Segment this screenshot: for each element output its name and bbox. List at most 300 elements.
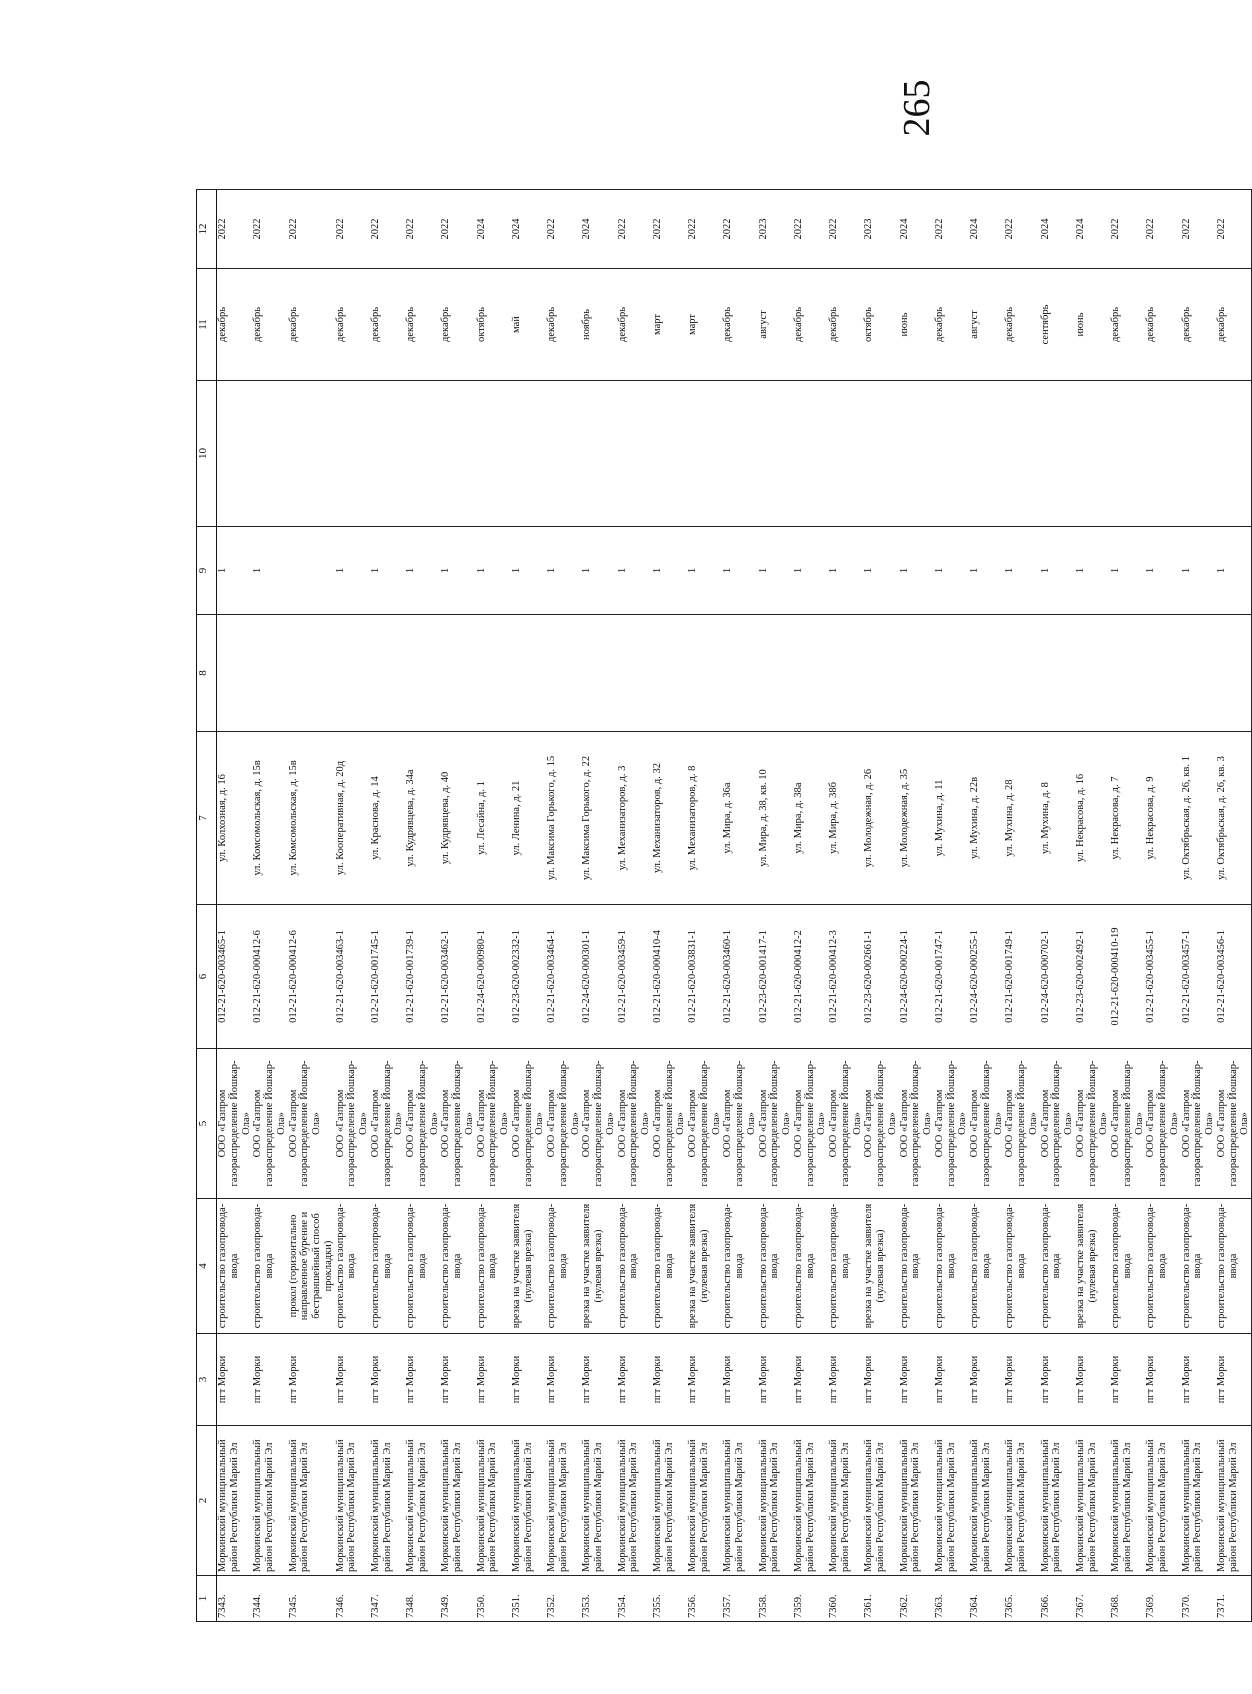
organization-cell: ООО «Газпром газораспределение Йошкар-Ола»: [1145, 1049, 1180, 1199]
col10-cell: [370, 381, 405, 527]
col10-cell: [1040, 381, 1075, 527]
settlement-cell: пгт Морки: [934, 1334, 969, 1426]
row-number: 7356.: [687, 1576, 722, 1622]
quantity-cell: 1: [828, 527, 863, 615]
address-cell: ул. Механизаторов, д. 3: [617, 732, 652, 905]
district-cell: Моркинский муниципальный район Республики Марий Эл: [617, 1426, 652, 1576]
address-cell: ул. Некрасова, д. 7: [1110, 732, 1145, 905]
column-header-7: 7: [197, 732, 217, 905]
table-row: [476, 190, 511, 1622]
application-code-cell: 012-24-620-000224-1: [899, 905, 934, 1049]
row-number: 7343.: [217, 1576, 253, 1622]
district-cell: Моркинский муниципальный район Республики Марий Эл: [1110, 1426, 1145, 1576]
year-cell: 2022: [934, 190, 969, 269]
year-cell: 2022: [440, 190, 475, 269]
col10-cell: [934, 381, 969, 527]
col10-cell: [1181, 381, 1216, 527]
row-number: 7360.: [828, 1576, 863, 1622]
organization-cell: ООО «Газпром газораспределение Йошкар-Ола»: [899, 1049, 934, 1199]
quantity-cell: 1: [863, 527, 898, 615]
organization-cell: ООО «Газпром газораспределение Йошкар-Ола»: [581, 1049, 616, 1199]
year-cell: 2022: [1110, 190, 1145, 269]
work-type-cell: строительство газопровода-ввода: [652, 1199, 687, 1334]
work-type-cell: строительство газопровода-ввода: [252, 1199, 287, 1334]
col8-cell: [1216, 615, 1252, 732]
district-cell: Моркинский муниципальный район Республики Марий Эл: [687, 1426, 722, 1576]
month-cell: декабрь: [1004, 269, 1039, 381]
settlement-cell: пгт Морки: [1040, 1334, 1075, 1426]
application-code-cell: 012-21-620-003456-1: [1216, 905, 1252, 1049]
year-cell: 2024: [581, 190, 616, 269]
col8-cell: [863, 615, 898, 732]
col8-cell: [1110, 615, 1145, 732]
organization-cell: ООО «Газпром газораспределение Йошкар-Ола»: [652, 1049, 687, 1199]
district-cell: Моркинский муниципальный район Республики Марий Эл: [335, 1426, 370, 1576]
settlement-cell: пгт Морки: [546, 1334, 581, 1426]
application-code-cell: 012-21-620-001739-1: [405, 905, 440, 1049]
organization-cell: ООО «Газпром газораспределение Йошкар-Ола»: [370, 1049, 405, 1199]
col10-cell: [405, 381, 440, 527]
quantity-cell: 1: [758, 527, 793, 615]
district-cell: Моркинский муниципальный район Республики Марий Эл: [405, 1426, 440, 1576]
table-row: [863, 190, 898, 1622]
application-code-cell: 012-23-620-001417-1: [758, 905, 793, 1049]
district-cell: Моркинский муниципальный район Республики Марий Эл: [758, 1426, 793, 1576]
col8-cell: [934, 615, 969, 732]
settlement-cell: пгт Морки: [687, 1334, 722, 1426]
address-cell: ул. Некрасова, д. 16: [1075, 732, 1110, 905]
settlement-cell: пгт Морки: [1216, 1334, 1252, 1426]
district-cell: Моркинский муниципальный район Республики Марий Эл: [546, 1426, 581, 1576]
table-row: [1216, 190, 1252, 1622]
month-cell: декабрь: [370, 269, 405, 381]
quantity-cell: 1: [687, 527, 722, 615]
quantity-cell: 1: [1181, 527, 1216, 615]
table-row: [440, 190, 475, 1622]
application-code-cell: 012-24-620-000980-1: [476, 905, 511, 1049]
organization-cell: ООО «Газпром газораспределение Йошкар-Ола»: [1040, 1049, 1075, 1199]
settlement-cell: пгт Морки: [1004, 1334, 1039, 1426]
work-type-cell: строительство газопровода-ввода: [1181, 1199, 1216, 1334]
application-code-cell: 012-21-620-003460-1: [722, 905, 757, 1049]
column-header-8: 8: [197, 615, 217, 732]
month-cell: декабрь: [793, 269, 828, 381]
col8-cell: [1004, 615, 1039, 732]
settlement-cell: пгт Морки: [581, 1334, 616, 1426]
col8-cell: [476, 615, 511, 732]
row-number: 7351.: [511, 1576, 546, 1622]
row-number: 7364.: [969, 1576, 1004, 1622]
work-type-cell: строительство газопровода-ввода: [370, 1199, 405, 1334]
col10-cell: [863, 381, 898, 527]
row-number: 7344.: [252, 1576, 287, 1622]
application-code-cell: 012-24-620-000301-1: [581, 905, 616, 1049]
settlement-cell: пгт Морки: [217, 1334, 253, 1426]
application-code-cell: 012-21-620-003465-1: [217, 905, 253, 1049]
column-header-3: 3: [197, 1334, 217, 1426]
quantity-cell: 1: [1075, 527, 1110, 615]
work-type-cell: строительство газопровода-ввода: [1040, 1199, 1075, 1334]
district-cell: Моркинский муниципальный район Республики Марий Эл: [1216, 1426, 1252, 1576]
quantity-cell: 1: [217, 527, 253, 615]
col10-cell: [687, 381, 722, 527]
district-cell: Моркинский муниципальный район Республики Марий Эл: [511, 1426, 546, 1576]
district-cell: Моркинский муниципальный район Республики Марий Эл: [476, 1426, 511, 1576]
col10-cell: [1216, 381, 1252, 527]
col10-cell: [722, 381, 757, 527]
month-cell: декабрь: [1216, 269, 1252, 381]
year-cell: 2022: [617, 190, 652, 269]
organization-cell: ООО «Газпром газораспределение Йошкар-Ола»: [405, 1049, 440, 1199]
year-cell: 2022: [722, 190, 757, 269]
organization-cell: ООО «Газпром газораспределение Йошкар-Ола»: [934, 1049, 969, 1199]
quantity-cell: 1: [722, 527, 757, 615]
settlement-cell: пгт Морки: [1110, 1334, 1145, 1426]
quantity-cell: 1: [899, 527, 934, 615]
col8-cell: [758, 615, 793, 732]
district-cell: Моркинский муниципальный район Республики Марий Эл: [863, 1426, 898, 1576]
col10-cell: [617, 381, 652, 527]
column-header-10: 10: [197, 381, 217, 527]
application-code-cell: 012-21-620-001749-1: [1004, 905, 1039, 1049]
table-row: [288, 190, 335, 1622]
work-type-cell: строительство газопровода-ввода: [217, 1199, 253, 1334]
address-cell: ул. Максима Горького, д. 22: [581, 732, 616, 905]
year-cell: 2022: [288, 190, 335, 269]
month-cell: декабрь: [335, 269, 370, 381]
application-code-cell: 012-21-620-000410-19: [1110, 905, 1145, 1049]
work-type-cell: строительство газопровода-ввода: [1110, 1199, 1145, 1334]
row-number: 7361.: [863, 1576, 898, 1622]
address-cell: ул. Мухина, д. 11: [934, 732, 969, 905]
work-type-cell: врезка на участке заявителя (нулевая врезка): [581, 1199, 616, 1334]
row-number: 7346.: [335, 1576, 370, 1622]
table-row: [1040, 190, 1075, 1622]
month-cell: декабрь: [1145, 269, 1180, 381]
settlement-cell: пгт Морки: [722, 1334, 757, 1426]
settlement-cell: пгт Морки: [863, 1334, 898, 1426]
settlement-cell: пгт Морки: [1075, 1334, 1110, 1426]
application-code-cell: 012-24-620-000702-1: [1040, 905, 1075, 1049]
year-cell: 2024: [476, 190, 511, 269]
row-number: 7370.: [1181, 1576, 1216, 1622]
col10-cell: [969, 381, 1004, 527]
organization-cell: ООО «Газпром газораспределение Йошкар-Ола»: [617, 1049, 652, 1199]
col8-cell: [1145, 615, 1180, 732]
organization-cell: ООО «Газпром газораспределение Йошкар-Ола»: [1216, 1049, 1252, 1199]
column-header-12: 12: [197, 190, 217, 269]
table-row: [722, 190, 757, 1622]
work-type-cell: строительство газопровода-ввода: [1004, 1199, 1039, 1334]
row-number: 7369.: [1145, 1576, 1180, 1622]
work-type-cell: строительство газопровода-ввода: [440, 1199, 475, 1334]
year-cell: 2022: [252, 190, 287, 269]
month-cell: декабрь: [288, 269, 335, 381]
application-code-cell: 012-21-620-003462-1: [440, 905, 475, 1049]
year-cell: 2023: [863, 190, 898, 269]
col8-cell: [617, 615, 652, 732]
quantity-cell: 1: [1040, 527, 1075, 615]
application-code-cell: 012-21-620-003455-1: [1145, 905, 1180, 1049]
month-cell: декабрь: [546, 269, 581, 381]
address-cell: ул. Лесайна, д. 1: [476, 732, 511, 905]
col10-cell: [288, 381, 335, 527]
col10-cell: [652, 381, 687, 527]
col8-cell: [722, 615, 757, 732]
col8-cell: [440, 615, 475, 732]
month-cell: декабрь: [828, 269, 863, 381]
month-cell: декабрь: [405, 269, 440, 381]
year-cell: 2022: [687, 190, 722, 269]
quantity-cell: 1: [1216, 527, 1252, 615]
address-cell: ул. Октябрьская, д. 26, кв. 3: [1216, 732, 1252, 905]
application-code-cell: 012-21-620-001747-1: [934, 905, 969, 1049]
table-row: [828, 190, 863, 1622]
quantity-cell: 1: [652, 527, 687, 615]
year-cell: 2022: [828, 190, 863, 269]
row-number: 7362.: [899, 1576, 934, 1622]
quantity-cell: 1: [511, 527, 546, 615]
table-row: [546, 190, 581, 1622]
column-header-1: 1: [197, 1576, 217, 1622]
district-cell: Моркинский муниципальный район Республики Марий Эл: [1181, 1426, 1216, 1576]
year-cell: 2024: [1075, 190, 1110, 269]
work-type-cell: врезка на участке заявителя (нулевая врезка): [511, 1199, 546, 1334]
col10-cell: [335, 381, 370, 527]
month-cell: декабрь: [1110, 269, 1145, 381]
quantity-cell: 1: [581, 527, 616, 615]
month-cell: июнь: [1075, 269, 1110, 381]
application-code-cell: 012-23-620-002492-1: [1075, 905, 1110, 1049]
organization-cell: ООО «Газпром газораспределение Йошкар-Ола»: [1004, 1049, 1039, 1199]
table-header: [197, 190, 217, 1622]
organization-cell: ООО «Газпром газораспределение Йошкар-Ола»: [1075, 1049, 1110, 1199]
row-number: 7367.: [1075, 1576, 1110, 1622]
quantity-cell: 1: [1004, 527, 1039, 615]
organization-cell: ООО «Газпром газораспределение Йошкар-Ола»: [546, 1049, 581, 1199]
table-row: [405, 190, 440, 1622]
district-cell: Моркинский муниципальный район Республики Марий Эл: [828, 1426, 863, 1576]
month-cell: октябрь: [476, 269, 511, 381]
work-type-cell: строительство газопровода-ввода: [828, 1199, 863, 1334]
column-header-2: 2: [197, 1426, 217, 1576]
month-cell: март: [652, 269, 687, 381]
organization-cell: ООО «Газпром газораспределение Йошкар-Ола»: [793, 1049, 828, 1199]
quantity-cell: 1: [440, 527, 475, 615]
application-code-cell: 012-21-620-003831-1: [687, 905, 722, 1049]
row-number: 7350.: [476, 1576, 511, 1622]
year-cell: 2024: [969, 190, 1004, 269]
organization-cell: ООО «Газпром газораспределение Йошкар-Ола»: [476, 1049, 511, 1199]
application-code-cell: 012-24-620-000255-1: [969, 905, 1004, 1049]
district-cell: Моркинский муниципальный район Республики Марий Эл: [652, 1426, 687, 1576]
application-code-cell: 012-23-620-002332-1: [511, 905, 546, 1049]
table-row: [335, 190, 370, 1622]
year-cell: 2023: [758, 190, 793, 269]
address-cell: ул. Мухина, д. 28: [1004, 732, 1039, 905]
quantity-cell: 1: [1145, 527, 1180, 615]
district-cell: Моркинский муниципальный район Республики Марий Эл: [252, 1426, 287, 1576]
settlement-cell: пгт Морки: [793, 1334, 828, 1426]
work-type-cell: строительство газопровода-ввода: [1145, 1199, 1180, 1334]
work-type-cell: прокол (горизонтально направленное бурение и бестраншейный способ прокладки): [288, 1199, 335, 1334]
address-cell: ул. Молодежная, д. 35: [899, 732, 934, 905]
year-cell: 2022: [405, 190, 440, 269]
month-cell: декабрь: [934, 269, 969, 381]
work-type-cell: врезка на участке заявителя (нулевая врезка): [687, 1199, 722, 1334]
col10-cell: [476, 381, 511, 527]
work-type-cell: строительство газопровода-ввода: [969, 1199, 1004, 1334]
col8-cell: [899, 615, 934, 732]
row-number: 7363.: [934, 1576, 969, 1622]
address-cell: ул. Комсомольская, д. 15в: [252, 732, 287, 905]
column-header-6: 6: [197, 905, 217, 1049]
year-cell: 2022: [1145, 190, 1180, 269]
col8-cell: [370, 615, 405, 732]
table-row: [1145, 190, 1180, 1622]
address-cell: ул. Краснова, д. 14: [370, 732, 405, 905]
district-cell: Моркинский муниципальный район Республики Марий Эл: [581, 1426, 616, 1576]
settlement-cell: пгт Морки: [828, 1334, 863, 1426]
work-type-cell: строительство газопровода-ввода: [617, 1199, 652, 1334]
year-cell: 2022: [370, 190, 405, 269]
application-code-cell: 012-21-620-000412-2: [793, 905, 828, 1049]
column-header-5: 5: [197, 1049, 217, 1199]
work-type-cell: строительство газопровода-ввода: [335, 1199, 370, 1334]
table-row: [511, 190, 546, 1622]
quantity-cell: 1: [934, 527, 969, 615]
table-row: [687, 190, 722, 1622]
organization-cell: ООО «Газпром газораспределение Йошкар-Ола»: [335, 1049, 370, 1199]
row-number: 7349.: [440, 1576, 475, 1622]
row-number: 7365.: [1004, 1576, 1039, 1622]
district-cell: Моркинский муниципальный район Республики Марий Эл: [370, 1426, 405, 1576]
row-number: 7357.: [722, 1576, 757, 1622]
district-cell: Моркинский муниципальный район Республики Марий Эл: [969, 1426, 1004, 1576]
table-row: [1004, 190, 1039, 1622]
col8-cell: [793, 615, 828, 732]
col8-cell: [1075, 615, 1110, 732]
quantity-cell: 1: [546, 527, 581, 615]
work-type-cell: строительство газопровода-ввода: [899, 1199, 934, 1334]
address-cell: ул. Молодежная, д. 26: [863, 732, 898, 905]
month-cell: август: [969, 269, 1004, 381]
year-cell: 2024: [899, 190, 934, 269]
settlement-cell: пгт Морки: [652, 1334, 687, 1426]
organization-cell: ООО «Газпром газораспределение Йошкар-Ола»: [217, 1049, 253, 1199]
table-row: [899, 190, 934, 1622]
address-cell: ул. Кудрявцева, д. 34а: [405, 732, 440, 905]
work-type-cell: врезка на участке заявителя (нулевая врезка): [1075, 1199, 1110, 1334]
table-row: [217, 190, 253, 1622]
row-number: 7368.: [1110, 1576, 1145, 1622]
col10-cell: [1145, 381, 1180, 527]
col10-cell: [899, 381, 934, 527]
col10-cell: [252, 381, 287, 527]
month-cell: декабрь: [252, 269, 287, 381]
organization-cell: ООО «Газпром газораспределение Йошкар-Ола»: [758, 1049, 793, 1199]
row-number: 7371.: [1216, 1576, 1252, 1622]
organization-cell: ООО «Газпром газораспределение Йошкар-Ола»: [863, 1049, 898, 1199]
district-cell: Моркинский муниципальный район Республики Марий Эл: [1075, 1426, 1110, 1576]
month-cell: октябрь: [863, 269, 898, 381]
col10-cell: [440, 381, 475, 527]
quantity-cell: 1: [370, 527, 405, 615]
address-cell: ул. Мухина, д. 8: [1040, 732, 1075, 905]
organization-cell: ООО «Газпром газораспределение Йошкар-Ола»: [252, 1049, 287, 1199]
settlement-cell: пгт Морки: [1181, 1334, 1216, 1426]
month-cell: ноябрь: [581, 269, 616, 381]
col10-cell: [793, 381, 828, 527]
table-row: [793, 190, 828, 1622]
district-cell: Моркинский муниципальный район Республики Марий Эл: [440, 1426, 475, 1576]
quantity-cell: 1: [969, 527, 1004, 615]
organization-cell: ООО «Газпром газораспределение Йошкар-Ола»: [722, 1049, 757, 1199]
district-cell: Моркинский муниципальный район Республики Марий Эл: [288, 1426, 335, 1576]
address-cell: ул. Мира, д. 38, кв. 10: [758, 732, 793, 905]
table-row: [934, 190, 969, 1622]
organization-cell: ООО «Газпром газораспределение Йошкар-Ола»: [1110, 1049, 1145, 1199]
col8-cell: [335, 615, 370, 732]
settlement-cell: пгт Морки: [617, 1334, 652, 1426]
year-cell: 2022: [546, 190, 581, 269]
settlement-cell: пгт Морки: [476, 1334, 511, 1426]
quantity-cell: 1: [617, 527, 652, 615]
district-cell: Моркинский муниципальный район Республики Марий Эл: [899, 1426, 934, 1576]
year-cell: 2024: [1040, 190, 1075, 269]
work-type-cell: строительство газопровода-ввода: [722, 1199, 757, 1334]
table-row: [370, 190, 405, 1622]
quantity-cell: 1: [252, 527, 287, 615]
address-cell: ул. Мухина, д. 22в: [969, 732, 1004, 905]
quantity-cell: 1: [1110, 527, 1145, 615]
organization-cell: ООО «Газпром газораспределение Йошкар-Ола»: [440, 1049, 475, 1199]
work-type-cell: строительство газопровода-ввода: [934, 1199, 969, 1334]
col8-cell: [217, 615, 253, 732]
month-cell: март: [687, 269, 722, 381]
column-number-row: [197, 190, 217, 1622]
row-number: 7347.: [370, 1576, 405, 1622]
organization-cell: ООО «Газпром газораспределение Йошкар-Ола»: [687, 1049, 722, 1199]
organization-cell: ООО «Газпром газораспределение Йошкар-Ола»: [969, 1049, 1004, 1199]
organization-cell: ООО «Газпром газораспределение Йошкар-Ола»: [511, 1049, 546, 1199]
col8-cell: [546, 615, 581, 732]
month-cell: июнь: [899, 269, 934, 381]
application-code-cell: 012-21-620-003457-1: [1181, 905, 1216, 1049]
settlement-cell: пгт Морки: [440, 1334, 475, 1426]
work-type-cell: врезка на участке заявителя (нулевая врезка): [863, 1199, 898, 1334]
row-number: 7358.: [758, 1576, 793, 1622]
row-number: 7355.: [652, 1576, 687, 1622]
col8-cell: [969, 615, 1004, 732]
work-type-cell: строительство газопровода-ввода: [793, 1199, 828, 1334]
application-code-cell: 012-23-620-002661-1: [863, 905, 898, 1049]
work-type-cell: строительство газопровода-ввода: [546, 1199, 581, 1334]
work-type-cell: строительство газопровода-ввода: [1216, 1199, 1252, 1334]
settlement-cell: пгт Морки: [288, 1334, 335, 1426]
col10-cell: [758, 381, 793, 527]
rotated-table-container: [196, 190, 1251, 1622]
month-cell: декабрь: [722, 269, 757, 381]
col10-cell: [828, 381, 863, 527]
application-code-cell: 012-21-620-000410-4: [652, 905, 687, 1049]
quantity-cell: [288, 527, 335, 615]
district-cell: Моркинский муниципальный район Республики Марий Эл: [1145, 1426, 1180, 1576]
row-number: 7366.: [1040, 1576, 1075, 1622]
organization-cell: ООО «Газпром газораспределение Йошкар-Ола»: [1181, 1049, 1216, 1199]
table-row: [581, 190, 616, 1622]
row-number: 7353.: [581, 1576, 616, 1622]
